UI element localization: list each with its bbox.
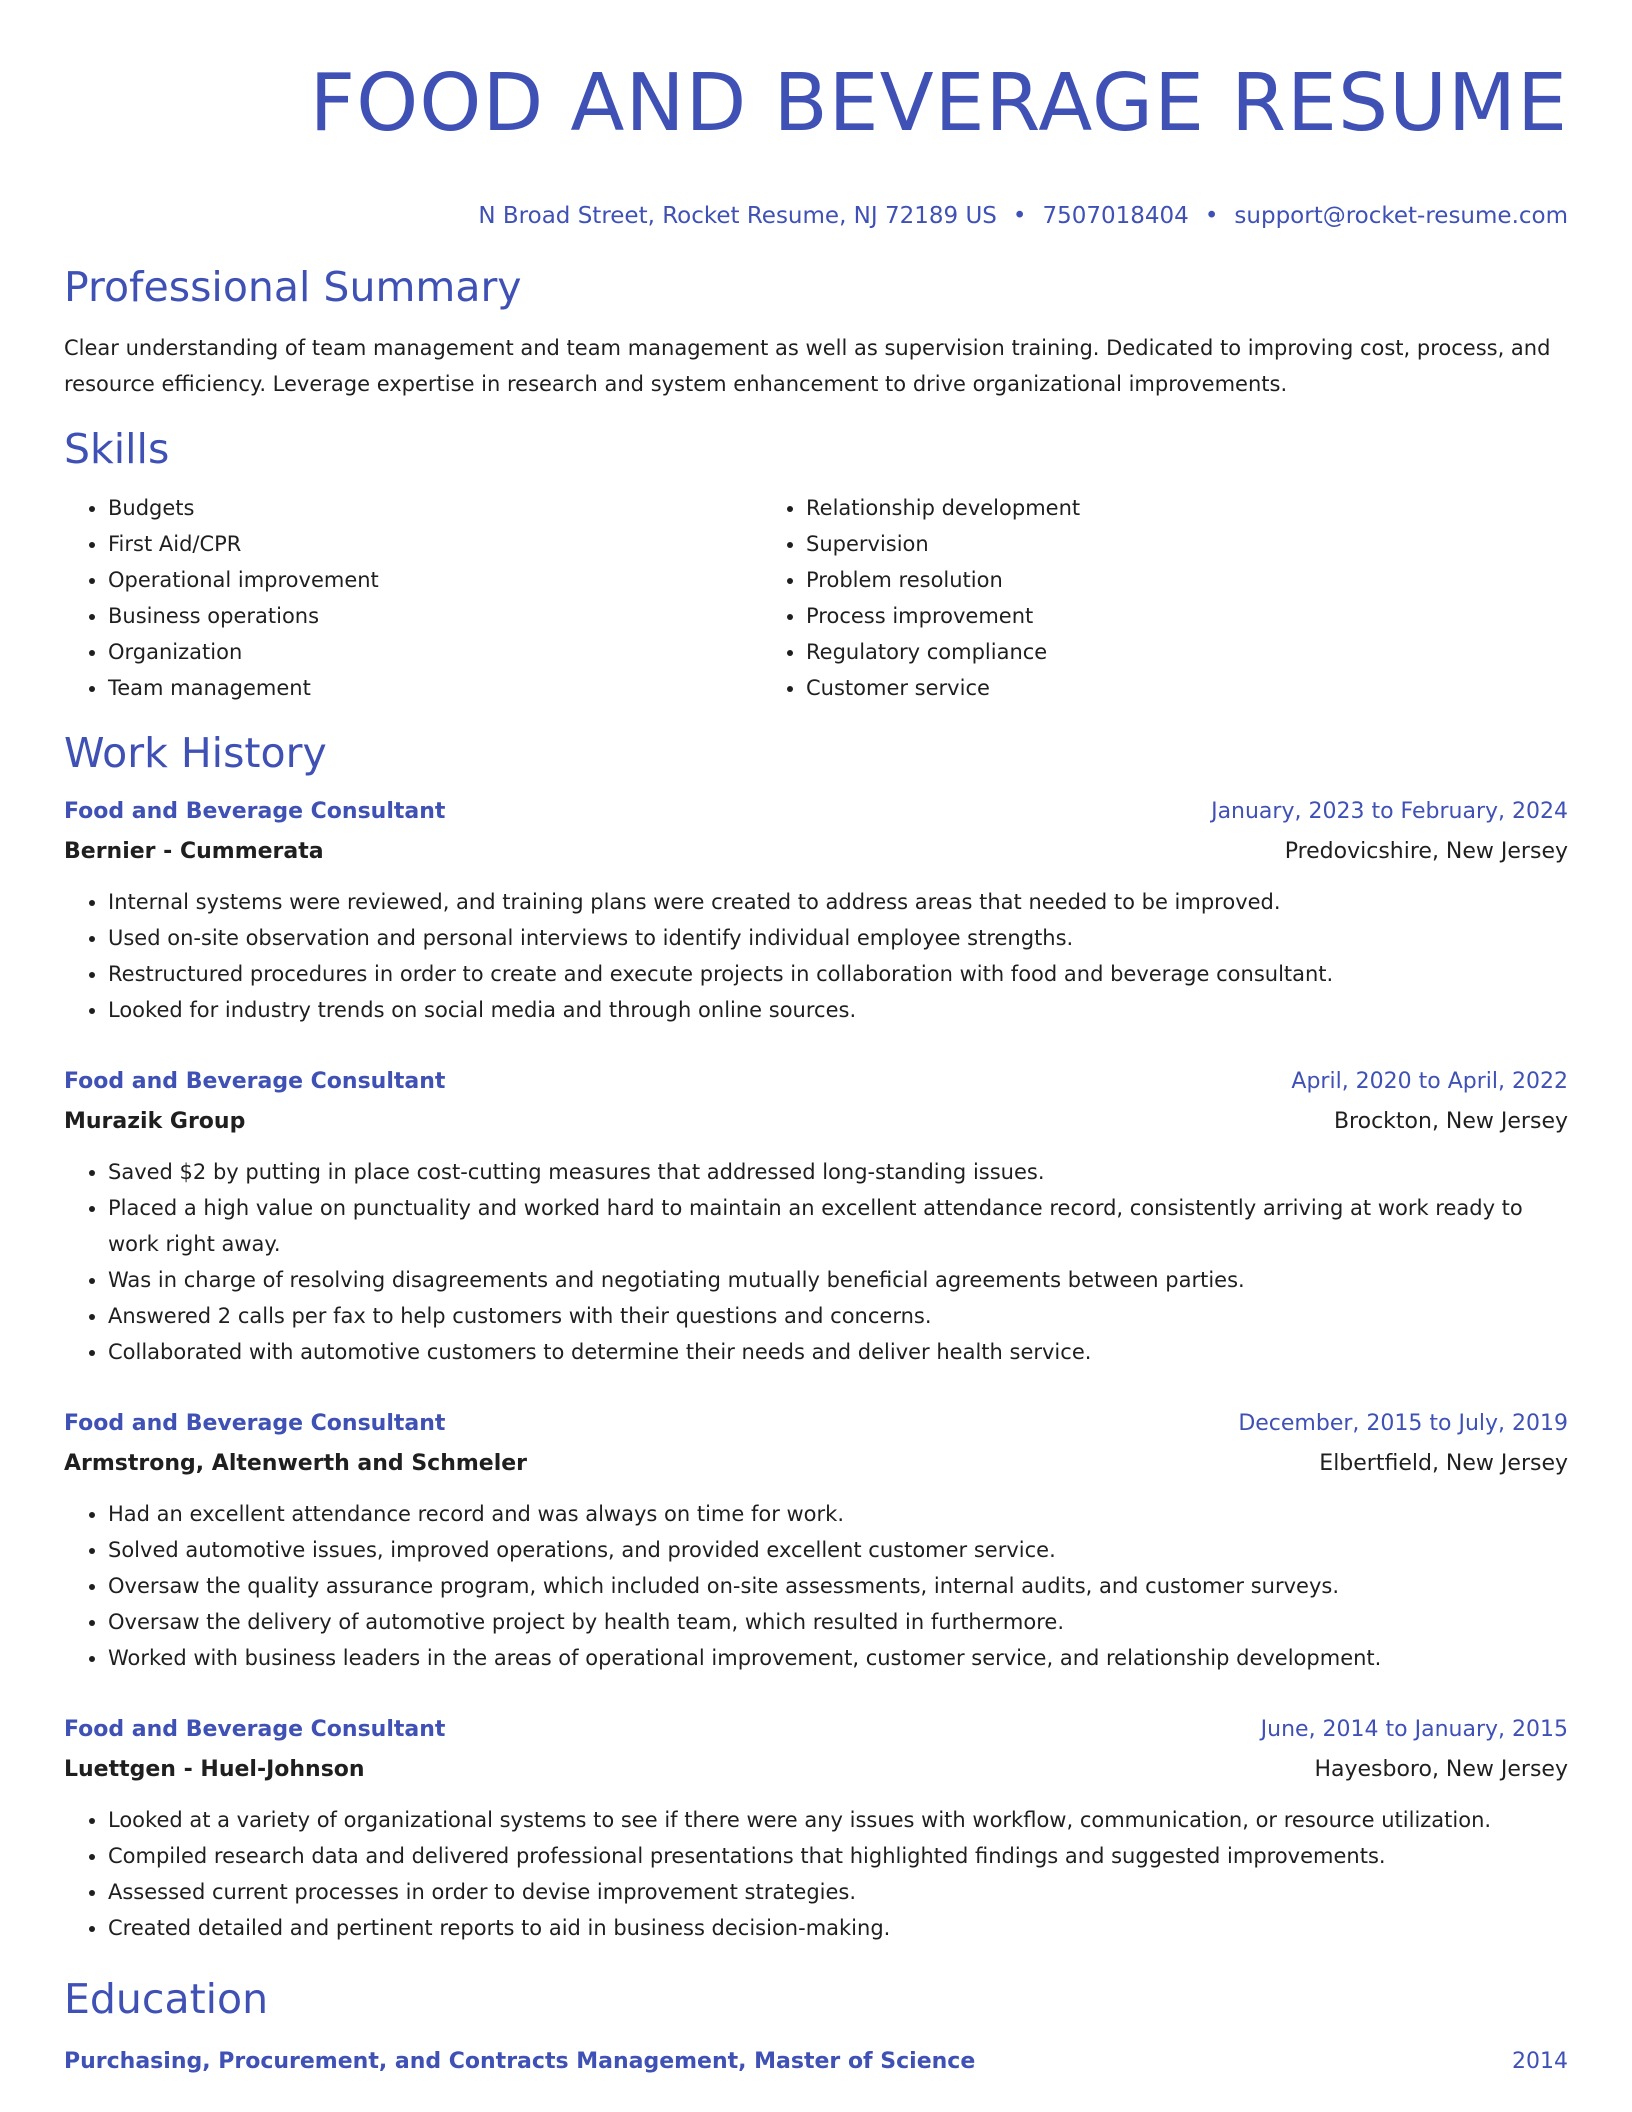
skill-item: • Budgets [108,490,762,526]
job-bullets [64,884,1568,1028]
skill-item: • Team management [108,670,762,706]
job-bullet: • Compiled research data and delivered professional presentations that highlighted findings and suggested improvements. [108,1838,1568,1874]
education-year: 2014 [1512,2049,1568,2074]
skill-item: • Problem resolution [806,562,1568,598]
job-location: Brockton, New Jersey [1333,1109,1568,1134]
education-degree: Purchasing, Procurement, and Contracts Management, Master of Science [64,2049,976,2074]
contact-separator: • [1204,203,1219,229]
job-bullet: • Looked at a variety of organizational systems to see if there were any issues with workflow, communication, or resource utilization. [108,1802,1568,1838]
skills-column-left [64,490,762,706]
contact-address: N Broad Street, Rocket Resume, NJ 72189 US [478,203,997,229]
job-dates: April, 2020 to April, 2022 [1291,1069,1568,1094]
job-bullet: • Oversaw the quality assurance program, which included on-site assessments, internal audits, and customer surveys. [108,1568,1568,1604]
job-entry [64,1064,1568,1370]
skill-item: • First Aid/CPR [108,526,762,562]
job-company: Murazik Group [64,1109,246,1134]
summary-text: Clear understanding of team management and team management as well as supervision training. Dedicated to improving cost, process, and resource efficiency. Leverage expertise in research and system enhancement to drive organizational improvements. [64,336,1551,396]
job-bullet: • Was in charge of resolving disagreements and negotiating mutually beneficial agreements between parties. [108,1262,1568,1298]
contact-phone: 7507018404 [1042,203,1189,229]
job-dates: June, 2014 to January, 2015 [1260,1717,1568,1742]
job-title: Food and Beverage Consultant [64,1717,446,1742]
section-heading-summary: Professional Summary [64,263,522,311]
job-bullets [64,1802,1568,1946]
job-location: Hayesboro, New Jersey [1314,1757,1568,1782]
job-entry [64,1712,1568,1946]
job-bullet: • Internal systems were reviewed, and training plans were created to address areas that needed to be improved. [108,884,1568,920]
job-bullet: • Placed a high value on punctuality and worked hard to maintain an excellent attendance record, consistently arriving at work ready to work right away. [108,1190,1568,1262]
education-entry [64,2044,1568,2080]
section-heading-education: Education [64,1975,269,2023]
job-location: Elbertfield, New Jersey [1319,1451,1568,1476]
job-title: Food and Beverage Consultant [64,1069,446,1094]
contact-email: support@rocket-resume.com [1234,203,1568,229]
job-company: Bernier - Cummerata [64,839,324,864]
job-bullet: • Saved $2 by putting in place cost-cutting measures that addressed long-standing issues. [108,1154,1568,1190]
job-company: Armstrong, Altenwerth and Schmeler [64,1451,528,1476]
job-bullet: • Oversaw the delivery of automotive project by health team, which resulted in furthermore. [108,1604,1568,1640]
job-company: Luettgen - Huel-Johnson [64,1757,365,1782]
section-heading-skills: Skills [64,425,170,473]
skill-item: • Relationship development [806,490,1568,526]
skill-item: • Supervision [806,526,1568,562]
skills-list [64,490,1568,706]
job-bullet: • Collaborated with automotive customers to determine their needs and deliver health service. [108,1334,1568,1370]
resume-title: FOOD AND BEVERAGE RESUME [309,57,1568,149]
job-bullet: • Assessed current processes in order to devise improvement strategies. [108,1874,1568,1910]
job-bullet: • Restructured procedures in order to create and execute projects in collaboration with food and beverage consultant. [108,956,1568,992]
job-dates: January, 2023 to February, 2024 [1211,799,1568,824]
skill-item: • Operational improvement [108,562,762,598]
skill-item: • Regulatory compliance [806,634,1568,670]
job-location: Predovicshire, New Jersey [1284,839,1568,864]
job-bullet: • Had an excellent attendance record and was always on time for work. [108,1496,1568,1532]
contact-line [64,200,1568,232]
skill-item: • Process improvement [806,598,1568,634]
job-bullets [64,1496,1568,1676]
job-entry [64,1406,1568,1676]
job-bullet: • Solved automotive issues, improved operations, and provided excellent customer service. [108,1532,1568,1568]
job-bullet: • Created detailed and pertinent reports to aid in business decision-making. [108,1910,1568,1946]
skill-item: • Business operations [108,598,762,634]
job-bullet: • Worked with business leaders in the areas of operational improvement, customer service, and relationship development. [108,1640,1568,1676]
section-heading-work-history: Work History [64,729,327,777]
job-title: Food and Beverage Consultant [64,1411,446,1436]
contact-separator: • [1012,203,1027,229]
resume-page [64,0,1568,2080]
skills-column-right [762,490,1568,706]
job-bullet: • Looked for industry trends on social media and through online sources. [108,992,1568,1028]
job-dates: December, 2015 to July, 2019 [1238,1411,1568,1436]
job-title: Food and Beverage Consultant [64,799,446,824]
job-bullet: • Answered 2 calls per fax to help customers with their questions and concerns. [108,1298,1568,1334]
skill-item: • Organization [108,634,762,670]
job-bullets [64,1154,1568,1370]
job-bullet: • Used on-site observation and personal interviews to identify individual employee strengths. [108,920,1568,956]
skill-item: • Customer service [806,670,1568,706]
job-entry [64,794,1568,1028]
